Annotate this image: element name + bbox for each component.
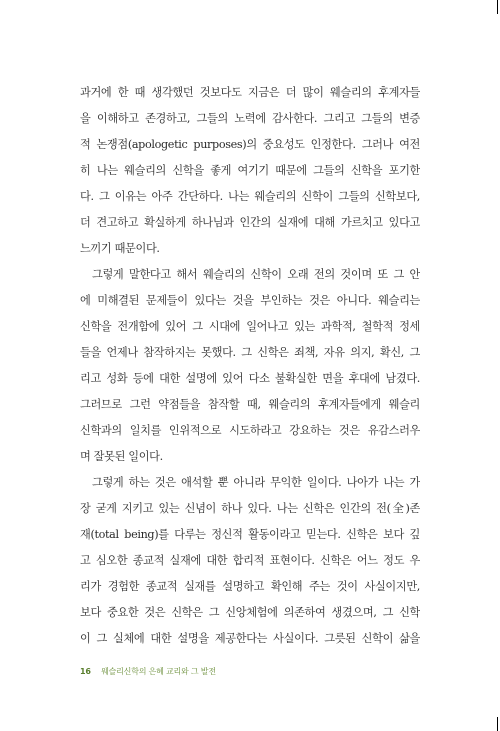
text-line: 신학을 전개함에 있어 그 시대에 일어나고 있는 과학적, 철학적 정세 (80, 320, 420, 333)
paragraph-1 (80, 80, 420, 262)
text-line: 다. 그 이유는 아주 간단하다. 나는 웨슬리의 신학이 그들의 신학보다, (80, 190, 420, 203)
page-footer (80, 666, 216, 677)
text-line: 그렇게 하는 것은 애석할 뿐 아니라 무익한 일이다. 나아가 나는 가 (92, 476, 420, 489)
text-line: 장 굳게 지키고 있는 신념이 하나 있다. 나는 신학은 인간의 전(全)존 (80, 502, 420, 515)
running-title: 웨슬리신학의 은혜 교리와 그 발전 (101, 667, 216, 676)
page-number: 16 (80, 667, 91, 676)
text-line: 보다 중요한 것은 신학은 그 신앙체험에 의존하여 생겼으며, 그 신학 (80, 606, 420, 619)
text-line: 이 그 실체에 대한 설명을 제공한다는 사실이다. 그릇된 신학이 삶을 (80, 632, 420, 645)
text-line: 고 심오한 종교적 실재에 대한 합리적 표현이다. 신학은 어느 정도 우 (80, 554, 420, 567)
text-line: 적 논쟁점(apologetic purposes)의 중요성도 인정한다. 그러나 여전 (80, 138, 420, 151)
text-line: 그렇게 말한다고 해서 웨슬리의 신학이 오래 전의 것이며 또 그 안 (92, 268, 420, 281)
text-line: 신학과의 일치를 인위적으로 시도하라고 강요하는 것은 유감스러우 (80, 424, 420, 437)
text-line: 을 이해하고 존경하고, 그들의 노력에 감사한다. 그리고 그들의 변증 (80, 112, 420, 125)
text-line: 느끼기 때문이다. (80, 242, 160, 255)
text-line: 과거에 한 때 생각했던 것보다도 지금은 더 많이 웨슬리의 후계자들 (80, 86, 420, 99)
paragraph-3 (80, 470, 420, 652)
text-line: 리고 성화 등에 대한 설명에 있어 다소 불확실한 면을 후대에 남겼다. (80, 372, 420, 385)
text-line: 며 잘못된 일이다. (80, 450, 163, 463)
text-line: 재(total being)를 다루는 정신적 활동이라고 믿는다. 신학은 보다 깊 (80, 528, 420, 541)
crop-mark (497, 0, 498, 14)
text-line: 히 나는 웨슬리의 신학을 좋게 여기기 때문에 그들의 신학을 포기한 (80, 164, 420, 177)
text-line: 리가 경험한 종교적 실재를 설명하고 확인해 주는 것이 사실이지만, (80, 580, 420, 593)
text-line: 더 견고하고 확실하게 하나님과 인간의 실재에 대해 가르치고 있다고 (80, 216, 420, 229)
body-text (80, 80, 420, 652)
text-line: 들을 언제나 참작하지는 못했다. 그 신학은 죄책, 자유 의지, 확신, 그 (80, 346, 420, 359)
crop-mark (497, 717, 498, 731)
text-line: 그러므로 그런 약점들을 참작할 때, 웨슬리의 후계자들에게 웨슬리 (80, 398, 420, 411)
text-line: 에 미해결된 문제들이 있다는 것을 부인하는 것은 아니다. 웨슬리는 (80, 294, 420, 307)
paragraph-2 (80, 262, 420, 470)
